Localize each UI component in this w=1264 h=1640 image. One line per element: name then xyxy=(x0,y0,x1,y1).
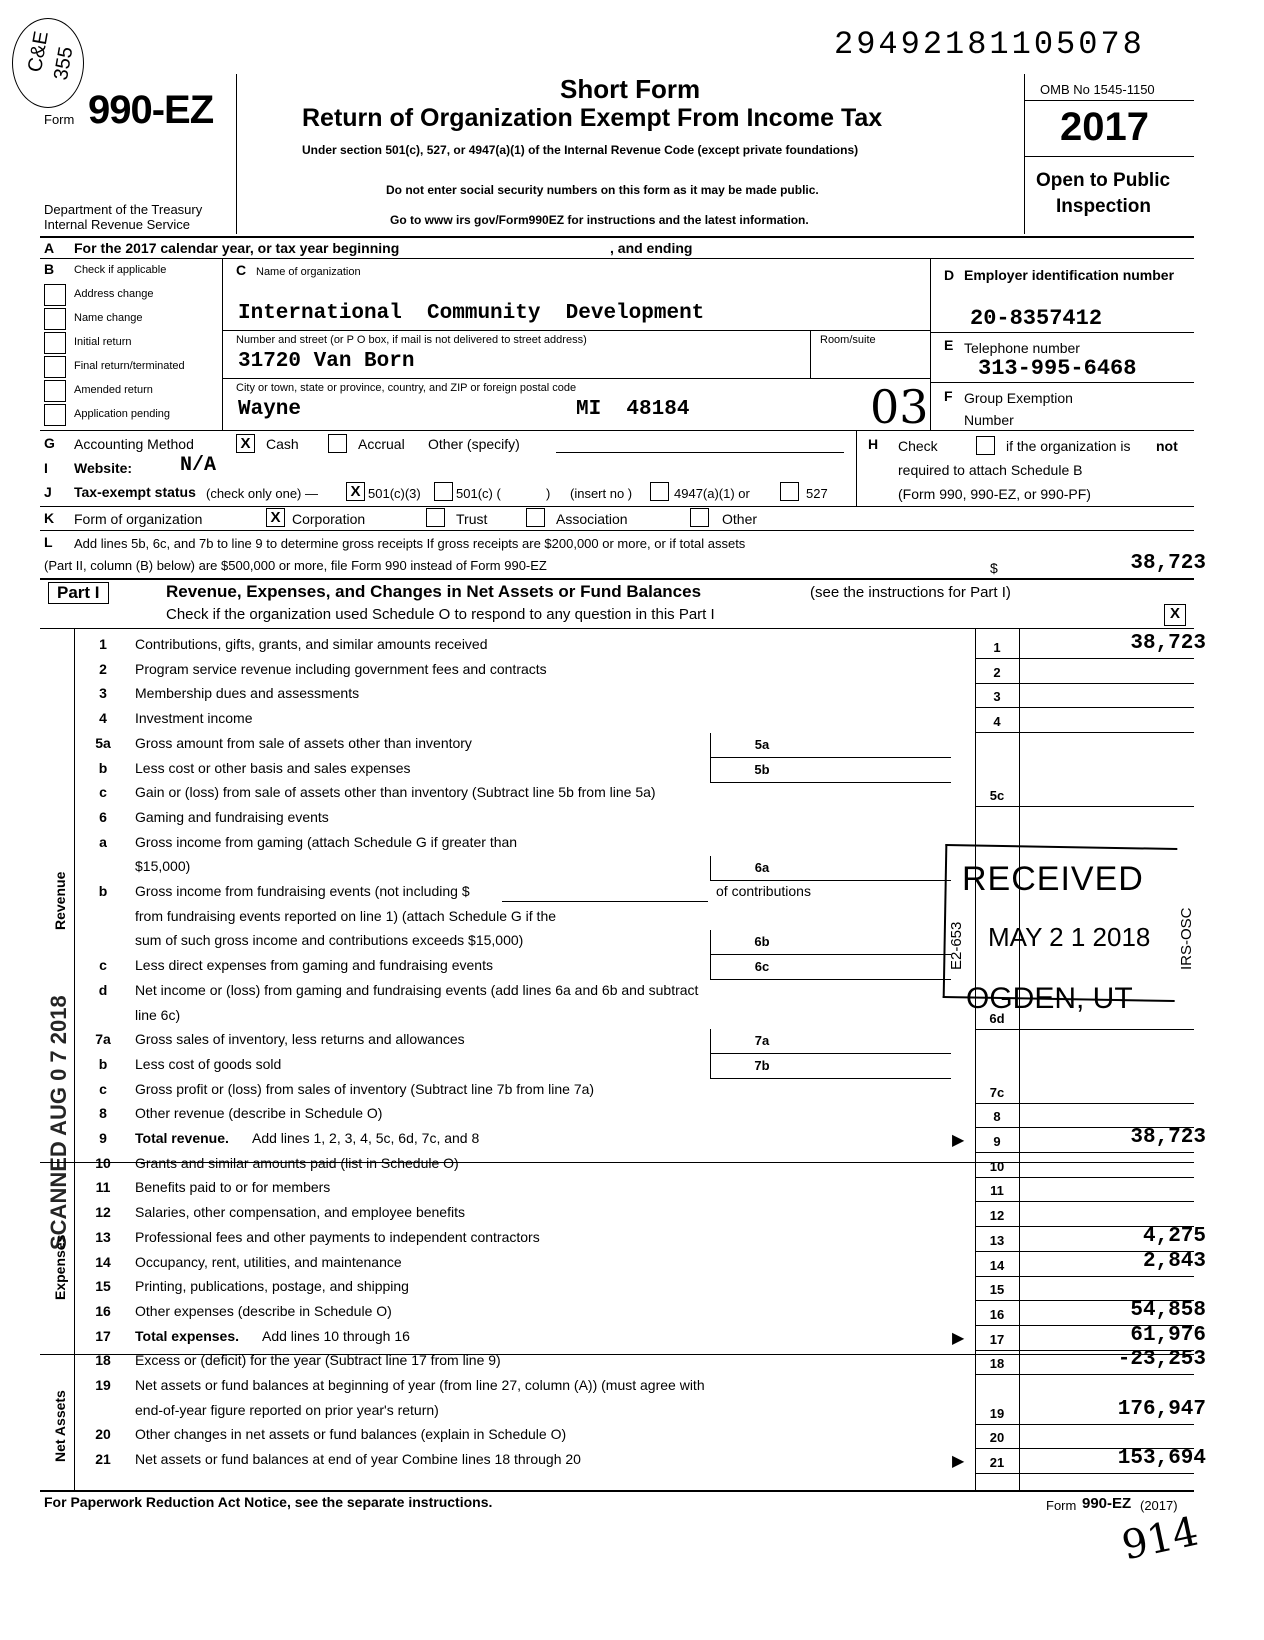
line-row xyxy=(0,1202,1264,1226)
sub-line-amount-field[interactable] xyxy=(710,1029,951,1054)
line-number: b xyxy=(98,883,108,899)
org-name: International Community Development xyxy=(238,302,705,325)
stamp-line1: C&E xyxy=(24,29,53,74)
sub-line-amount-field[interactable] xyxy=(710,955,951,980)
line-box-label: 13 xyxy=(989,1233,1005,1248)
option-insert-no: (insert no ) xyxy=(570,486,633,501)
line-row xyxy=(0,807,1264,831)
sub-line-amount-field[interactable] xyxy=(710,856,951,881)
checkbox-final-return[interactable] xyxy=(44,356,66,378)
ein-value: 20-8357412 xyxy=(970,306,1103,331)
line-number: 7a xyxy=(95,1031,111,1047)
line-row xyxy=(0,1029,1264,1053)
line-number: b xyxy=(98,1056,108,1072)
line-h-not: not xyxy=(1156,438,1178,454)
line-number: d xyxy=(98,982,108,998)
website-value: N/A xyxy=(180,454,217,477)
line-row xyxy=(0,1424,1264,1448)
line-text: Excess or (deficit) for the year (Subtract line 17 from line 9) xyxy=(135,1352,501,1368)
sub-line-box-label: 7a xyxy=(754,1033,770,1048)
line-text: Less direct expenses from gaming and fundraising events xyxy=(135,957,493,973)
arrow-icon: ▶ xyxy=(952,1330,965,1347)
sub-line-amount-field[interactable] xyxy=(710,930,951,955)
checkbox-schedule-o[interactable]: X xyxy=(1164,604,1186,626)
footer-form-year: (2017) xyxy=(1140,1498,1178,1513)
open-public-1: Open to Public xyxy=(1036,170,1171,191)
line-h-label: H xyxy=(868,436,879,452)
room-suite-label: Room/suite xyxy=(820,334,876,346)
line-h-check: Check xyxy=(898,438,938,454)
line-text: Less cost or other basis and sales expenses xyxy=(135,760,411,776)
sub-line-box-label: 6c xyxy=(754,959,770,974)
stamp-line2: 355 xyxy=(50,45,78,82)
open-public-2: Inspection xyxy=(1056,196,1152,217)
line-text: end-of-year figure reported on prior year's return) xyxy=(135,1402,439,1418)
line-k-label: K xyxy=(44,510,55,526)
line-text: Net assets or fund balances at beginning of year (from line 27, column (A)) (must agree with xyxy=(135,1377,705,1393)
line-amount: -23,253 xyxy=(1117,1348,1206,1371)
line-number: 11 xyxy=(95,1179,111,1195)
city: Wayne xyxy=(238,398,302,421)
sub-line-amount-field[interactable] xyxy=(710,758,951,783)
option-527: 527 xyxy=(806,486,828,501)
line-text: Gross income from gaming (attach Schedule G if greater than xyxy=(135,834,518,850)
line-row xyxy=(0,1103,1264,1127)
line-text: Gaming and fundraising events xyxy=(135,809,329,825)
line-amount: 4,275 xyxy=(1142,1225,1206,1248)
line-text: Membership dues and assessments xyxy=(135,685,360,701)
line-row xyxy=(0,733,1264,757)
section-f-label: F xyxy=(944,388,953,404)
street-address: 31720 Van Born xyxy=(238,350,415,373)
line-l-text2: (Part II, column (B) below) are $500,000 or more, file Form 990 instead of Form 990-EZ xyxy=(44,558,547,573)
option-other: Other xyxy=(722,511,758,527)
line-a-ending: , and ending xyxy=(610,240,693,256)
line-number: 8 xyxy=(99,1105,107,1121)
line-number: 18 xyxy=(95,1352,111,1368)
sub-line-box-label: 6a xyxy=(754,860,770,875)
section-b-label: B xyxy=(44,261,55,277)
line-row xyxy=(0,1400,1264,1424)
option-4947: 4947(a)(1) or xyxy=(674,486,750,501)
line-number: 3 xyxy=(99,685,107,701)
line-amount: 153,694 xyxy=(1117,1447,1206,1470)
line-text: Contributions, gifts, grants, and similar amounts received xyxy=(135,636,488,652)
line-box-label: 16 xyxy=(989,1307,1005,1322)
checkbox-501c[interactable] xyxy=(434,482,453,501)
group-exemption-title2: Number xyxy=(964,412,1014,428)
line-text-extra: Add lines 10 through 16 xyxy=(262,1328,410,1344)
note-ssn: Do not enter social security numbers on this form as it may be made public. xyxy=(386,183,819,197)
tax-exempt-label: Tax-exempt status xyxy=(74,484,196,500)
line-text: Other revenue (describe in Schedule O) xyxy=(135,1105,383,1121)
sub-line-box-label: 7b xyxy=(754,1058,770,1073)
line-text: Occupancy, rent, utilities, and maintenance xyxy=(135,1254,402,1270)
b-item-final-return: Final return/terminated xyxy=(74,360,185,372)
omb-number: OMB No 1545-1150 xyxy=(1040,82,1155,97)
line-number: 5a xyxy=(95,735,111,751)
checkbox-address-change[interactable] xyxy=(44,284,66,306)
line-text: Professional fees and other payments to independent contractors xyxy=(135,1229,540,1245)
line-row xyxy=(0,782,1264,806)
line-number: 1 xyxy=(99,636,107,652)
line-number: c xyxy=(99,1081,107,1097)
sub-line-box-label: 5b xyxy=(754,762,770,777)
checkbox-schedule-b[interactable] xyxy=(976,436,995,455)
line-row xyxy=(0,659,1264,683)
line-amount: 2,843 xyxy=(1142,1250,1206,1273)
line-number: 21 xyxy=(95,1451,111,1467)
line-box-label: 15 xyxy=(989,1282,1005,1297)
checkbox-527[interactable] xyxy=(780,482,799,501)
line-number: 2 xyxy=(99,661,107,677)
line-number: 13 xyxy=(95,1229,111,1245)
line-row xyxy=(0,758,1264,782)
ein-title: Employer identification number xyxy=(964,267,1175,283)
line-a-text: For the 2017 calendar year, or tax year beginning xyxy=(74,240,400,256)
line-number: 6 xyxy=(99,809,107,825)
b-item-initial-return: Initial return xyxy=(74,336,132,348)
line-text: line 6c) xyxy=(135,1007,181,1023)
line-number: 9 xyxy=(99,1130,107,1146)
line-box-label: 18 xyxy=(989,1356,1005,1371)
part-1-title-note: (see the instructions for Part I) xyxy=(810,584,1011,601)
line-row xyxy=(0,1326,1264,1350)
line-l-text1: Add lines 5b, 6c, and 7b to line 9 to determine gross receipts If gross receipts are $200,000 or more, or if total assets xyxy=(74,536,746,551)
sub-line-box-label: 5a xyxy=(754,737,770,752)
line-number: b xyxy=(98,760,108,776)
line-text: Gain or (loss) from sale of assets other than inventory (Subtract line 5b from line 5a) xyxy=(135,784,656,800)
option-association: Association xyxy=(556,511,628,527)
line-box-label: 9 xyxy=(993,1134,1001,1149)
checkbox-accrual[interactable] xyxy=(328,434,347,453)
line-box-label: 20 xyxy=(989,1430,1005,1445)
line-text: Grants and similar amounts paid (list in Schedule O) xyxy=(135,1155,459,1171)
received-stamp-title: RECEIVED xyxy=(962,860,1144,898)
line-i-label: I xyxy=(44,460,48,476)
cash-label: Cash xyxy=(266,436,299,452)
form-prefix: Form xyxy=(44,112,75,127)
checkbox-association[interactable] xyxy=(526,508,545,527)
part-1-title: Revenue, Expenses, and Changes in Net Assets or Fund Balances xyxy=(166,582,702,601)
line-h-text2: if the organization is xyxy=(1006,438,1131,454)
line-box-label: 12 xyxy=(989,1208,1005,1223)
line-number: 17 xyxy=(95,1328,111,1344)
line-box-label: 14 xyxy=(989,1258,1005,1273)
line-g-label: G xyxy=(44,435,55,451)
option-trust: Trust xyxy=(456,511,488,527)
note-web: Go to www irs gov/Form990EZ for instructions and the latest information. xyxy=(390,213,809,227)
subtitle: Under section 501(c), 527, or 4947(a)(1) of the Internal Revenue Code (except private foundations) xyxy=(302,143,859,157)
option-501c: 501(c) ( xyxy=(456,486,501,501)
document-locator-number: 29492181105078 xyxy=(834,26,1145,63)
arrow-icon: ▶ xyxy=(952,1453,965,1470)
arrow-icon: ▶ xyxy=(952,1132,965,1149)
line-l-dollar: $ xyxy=(990,560,998,576)
line-number: 4 xyxy=(99,710,107,726)
line-text: Net income or (loss) from gaming and fundraising events (add lines 6a and 6b and subtract xyxy=(135,982,699,998)
side-label-revenue: Revenue xyxy=(52,871,68,930)
line-box-label: 10 xyxy=(989,1159,1005,1174)
line-box-label: 17 xyxy=(989,1332,1005,1347)
line-number: 14 xyxy=(95,1254,111,1270)
line-row xyxy=(0,683,1264,707)
checkbox-corporation[interactable]: X xyxy=(266,508,285,527)
org-name-label: Name of organization xyxy=(256,266,361,278)
section-d-label: D xyxy=(944,267,955,283)
line-text: Gross sales of inventory, less returns and allowances xyxy=(135,1031,465,1047)
form-number: 990-EZ xyxy=(88,88,214,132)
line-row xyxy=(0,1177,1264,1201)
line-row xyxy=(0,1276,1264,1300)
sub-line-amount-field[interactable] xyxy=(710,733,951,758)
line-box-label: 4 xyxy=(993,714,1001,729)
line-number: 15 xyxy=(95,1278,111,1294)
phone-title: Telephone number xyxy=(964,340,1080,356)
b-item-name-change: Name change xyxy=(74,312,143,324)
line-amount: 176,947 xyxy=(1117,1398,1206,1421)
checkbox-4947[interactable] xyxy=(650,482,669,501)
line-number: c xyxy=(99,957,107,973)
line-row xyxy=(0,1301,1264,1325)
checkbox-name-change[interactable] xyxy=(44,308,66,330)
line-row xyxy=(0,708,1264,732)
line-text: Investment income xyxy=(135,710,253,726)
other-specify-label: Other (specify) xyxy=(428,436,520,452)
line-text: Total revenue. xyxy=(135,1130,229,1146)
line-text-extra: Add lines 1, 2, 3, 4, 5c, 6d, 7c, and 8 xyxy=(252,1130,480,1146)
line-text-extra: of contributions xyxy=(716,883,811,899)
line-text: from fundraising events reported on line 1) (attach Schedule G if the xyxy=(135,908,557,924)
option-corporation: Corporation xyxy=(292,511,366,527)
form-of-org-label: Form of organization xyxy=(74,511,203,527)
checkbox-cash[interactable]: X xyxy=(236,434,255,453)
line-text: Printing, publications, postage, and shipping xyxy=(135,1278,409,1294)
checkbox-initial-return[interactable] xyxy=(44,332,66,354)
line-row xyxy=(0,1252,1264,1276)
section-b-title: Check if applicable xyxy=(74,264,167,276)
line-number: 10 xyxy=(95,1155,111,1171)
line-text: $15,000) xyxy=(135,858,191,874)
checkbox-other[interactable] xyxy=(690,508,709,527)
line-row xyxy=(0,1153,1264,1177)
option-501c-close: ) xyxy=(546,486,551,501)
line-text: Total expenses. xyxy=(135,1328,240,1344)
line-row xyxy=(0,1079,1264,1103)
schedule-o-check-text: Check if the organization used Schedule O to respond to any question in this Part I xyxy=(166,606,715,623)
option-501c3: 501(c)(3) xyxy=(368,486,421,501)
line-text: Other changes in net assets or fund balances (explain in Schedule O) xyxy=(135,1426,567,1442)
line-box-label: 19 xyxy=(989,1406,1005,1421)
line-a-label: A xyxy=(44,240,55,256)
line-h-text4: (Form 990, 990-EZ, or 990-PF) xyxy=(898,486,1091,502)
gross-receipts-amount: 38,723 xyxy=(1130,552,1206,575)
footer-form-number: 990-EZ xyxy=(1082,1495,1132,1512)
line-row xyxy=(0,1375,1264,1399)
side-label-net-assets: Net Assets xyxy=(52,1390,68,1462)
line-text: Less cost of goods sold xyxy=(135,1056,282,1072)
line-text: Benefits paid to or for members xyxy=(135,1179,331,1195)
line-j-label: J xyxy=(44,484,52,500)
phone-value: 313-995-6468 xyxy=(978,356,1137,381)
city-label: City or town, state or province, country, and ZIP or foreign postal code xyxy=(236,382,577,394)
b-item-address-change: Address change xyxy=(74,288,154,300)
received-stamp-side-left: E2-653 xyxy=(948,921,965,970)
line-amount: 38,723 xyxy=(1130,632,1206,655)
accrual-label: Accrual xyxy=(358,436,405,452)
sub-line-amount-field[interactable] xyxy=(710,1054,951,1079)
line-row xyxy=(0,1350,1264,1374)
line-row xyxy=(0,1128,1264,1152)
dept-line1: Department of the Treasury xyxy=(44,202,203,217)
side-label-expenses: Expenses xyxy=(52,1234,68,1300)
line-text: Other expenses (describe in Schedule O) xyxy=(135,1303,392,1319)
received-stamp-location: OGDEN, UT xyxy=(966,982,1133,1015)
line-box-label: 11 xyxy=(990,1183,1004,1198)
accounting-method-label: Accounting Method xyxy=(74,436,194,452)
tax-exempt-hint: (check only one) — xyxy=(206,486,318,501)
checkbox-amended-return[interactable] xyxy=(44,380,66,402)
received-stamp-date: MAY 2 1 2018 xyxy=(988,922,1151,952)
line-text: Gross profit or (loss) from sales of inventory (Subtract line 7b from line 7a) xyxy=(135,1081,595,1097)
title-main: Return of Organization Exempt From Income Tax xyxy=(302,104,883,132)
title-short-form: Short Form xyxy=(560,74,701,104)
line-box-label: 1 xyxy=(993,640,1001,655)
street-label: Number and street (or P O box, if mail is not delivered to street address) xyxy=(236,334,587,346)
line-row xyxy=(0,1227,1264,1251)
line-amount: 61,976 xyxy=(1130,1324,1206,1347)
line-row xyxy=(0,634,1264,658)
line-number: c xyxy=(99,784,107,800)
line-l-label: L xyxy=(44,534,53,550)
line-text: Net assets or fund balances at end of year Combine lines 18 through 20 xyxy=(135,1451,581,1467)
line-text: sum of such gross income and contributions exceeds $15,000) xyxy=(135,932,524,948)
line-number: 12 xyxy=(95,1204,111,1220)
line-number: 19 xyxy=(95,1377,111,1393)
line-box-label: 8 xyxy=(993,1109,1001,1124)
line-text: Gross income from fundraising events (not including $ xyxy=(135,883,470,899)
website-label: Website: xyxy=(74,460,133,476)
line-box-label: 2 xyxy=(993,665,1001,680)
footer-notice: For Paperwork Reduction Act Notice, see the separate instructions. xyxy=(44,1494,493,1510)
line-text: Salaries, other compensation, and employee benefits xyxy=(135,1204,465,1220)
sub-line-box-label: 6b xyxy=(754,934,770,949)
checkbox-trust[interactable] xyxy=(426,508,445,527)
handwritten-03: 03 xyxy=(870,380,929,434)
tax-year: 2017 xyxy=(1060,105,1149,149)
b-item-application-pending: Application pending xyxy=(74,408,171,420)
line-number: 16 xyxy=(95,1303,111,1319)
part-1-label: Part I xyxy=(48,582,109,604)
handwritten-note: 914 xyxy=(1118,1508,1203,1570)
line-box-label: 7c xyxy=(989,1085,1005,1100)
line-amount: 54,858 xyxy=(1130,1299,1206,1322)
line-number: a xyxy=(99,834,107,850)
line-row xyxy=(0,1449,1264,1473)
b-item-amended-return: Amended return xyxy=(74,384,153,396)
group-exemption-title: Group Exemption xyxy=(964,390,1073,406)
line-box-label: 3 xyxy=(993,689,1001,704)
line-text: Program service revenue including government fees and contracts xyxy=(135,661,547,677)
line-h-text3: required to attach Schedule B xyxy=(898,462,1083,478)
footer-form-prefix: Form xyxy=(1046,1498,1077,1513)
received-stamp-side-right: IRS-OSC xyxy=(1178,907,1195,970)
section-c-label: C xyxy=(236,262,247,278)
line-box-label: 21 xyxy=(989,1455,1005,1470)
checkbox-501c3[interactable]: X xyxy=(346,482,365,501)
line-box-label: 5c xyxy=(989,788,1005,803)
line-amount: 38,723 xyxy=(1130,1126,1206,1149)
dept-line2: Internal Revenue Service xyxy=(44,217,190,232)
checkbox-application-pending[interactable] xyxy=(44,404,66,426)
line-number: 20 xyxy=(95,1426,111,1442)
section-e-label: E xyxy=(944,337,954,353)
line-box-label: 6d xyxy=(989,1011,1005,1026)
scanned-stamp: SCANNED AUG 0 7 2018 xyxy=(46,995,71,1250)
state-zip: MI 48184 xyxy=(576,398,690,421)
line-text: Gross amount from sale of assets other than inventory xyxy=(135,735,472,751)
line-row xyxy=(0,1054,1264,1078)
